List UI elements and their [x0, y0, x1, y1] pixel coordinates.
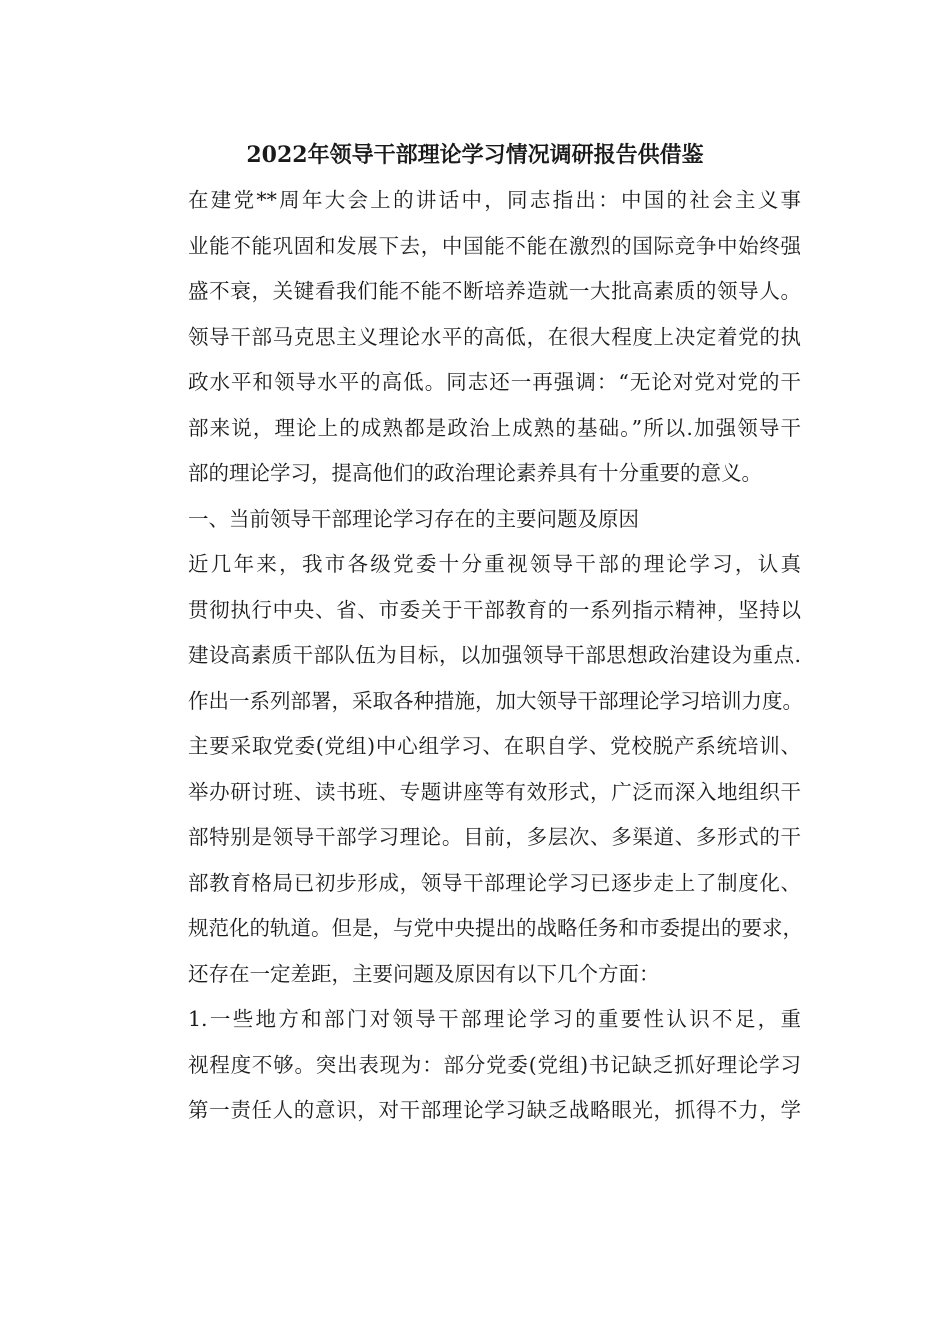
text-line: 视程度不够。突出表现为：部分党委(党组)书记缺乏抓好理论学习	[188, 1052, 801, 1077]
text-line: 政水平和领导水平的高低。同志还一再强调：“无论对党对党的干	[188, 370, 801, 394]
text-line: 还存在一定差距，主要问题及原因有以下几个方面：	[188, 961, 660, 986]
text-line: 部教育格局已初步形成，领导干部理论学习已逐步走上了制度化、	[188, 870, 801, 895]
text-line: 在建党**周年大会上的讲话中，同志指出：中国的社会主义事	[188, 188, 801, 212]
document-body	[146, 178, 801, 1134]
text-line: 主要采取党委(党组)中心组学习、在职自学、党校脱产系统培训、	[188, 734, 801, 758]
text-line: 举办研讨班、读书班、专题讲座等有效形式，广泛而深入地组织干	[188, 779, 801, 804]
text-line: 第一责任人的意识，对干部理论学习缺乏战略眼光，抓得不力，学	[188, 1098, 801, 1122]
section-heading	[146, 497, 801, 543]
text-line: 贯彻执行中央、省、市委关于干部教育的一系列指示精神，坚持以	[188, 597, 801, 622]
text-line: 盛不衰，关键看我们能不能不断培养造就一大批高素质的领导人。	[188, 279, 801, 303]
text-line: 建设高素质干部队伍为目标，以加强领导干部思想政治建设为重点.	[188, 643, 801, 667]
text-line: 1.一些地方和部门对领导干部理论学习的重要性认识不足，重	[188, 1007, 801, 1031]
text-line: 领导干部马克思主义理论水平的高低，在很大程度上决定着党的执	[188, 324, 801, 349]
text-line: 部特别是领导干部学习理论。目前，多层次、多渠道、多形式的干	[188, 825, 801, 849]
text-line: 部来说，理论上的成熟都是政治上成熟的基础。”所以.加强领导干	[188, 415, 801, 440]
paragraph-intro	[146, 178, 801, 497]
text-line: 部的理论学习，提高他们的政治理论素养具有十分重要的意义。	[188, 461, 762, 485]
paragraph-point-1	[146, 997, 801, 1134]
text-line: 一、当前领导干部理论学习存在的主要问题及原因	[188, 506, 639, 531]
text-line: 业能不能巩固和发展下去，中国能不能在激烈的国际竞争中始终强	[188, 233, 801, 258]
text-line: 作出一系列部署，采取各种措施，加大领导干部理论学习培训力度。	[188, 688, 803, 713]
paragraph-overview	[146, 542, 801, 997]
document-title: 2022年领导干部理论学习情况调研报告供借鉴	[246, 142, 704, 168]
text-line: 规范化的轨道。但是，与党中央提出的战略任务和市委提出的要求，	[188, 916, 803, 940]
text-line: 近几年来，我市各级党委十分重视领导干部的理论学习，认真	[188, 552, 801, 576]
